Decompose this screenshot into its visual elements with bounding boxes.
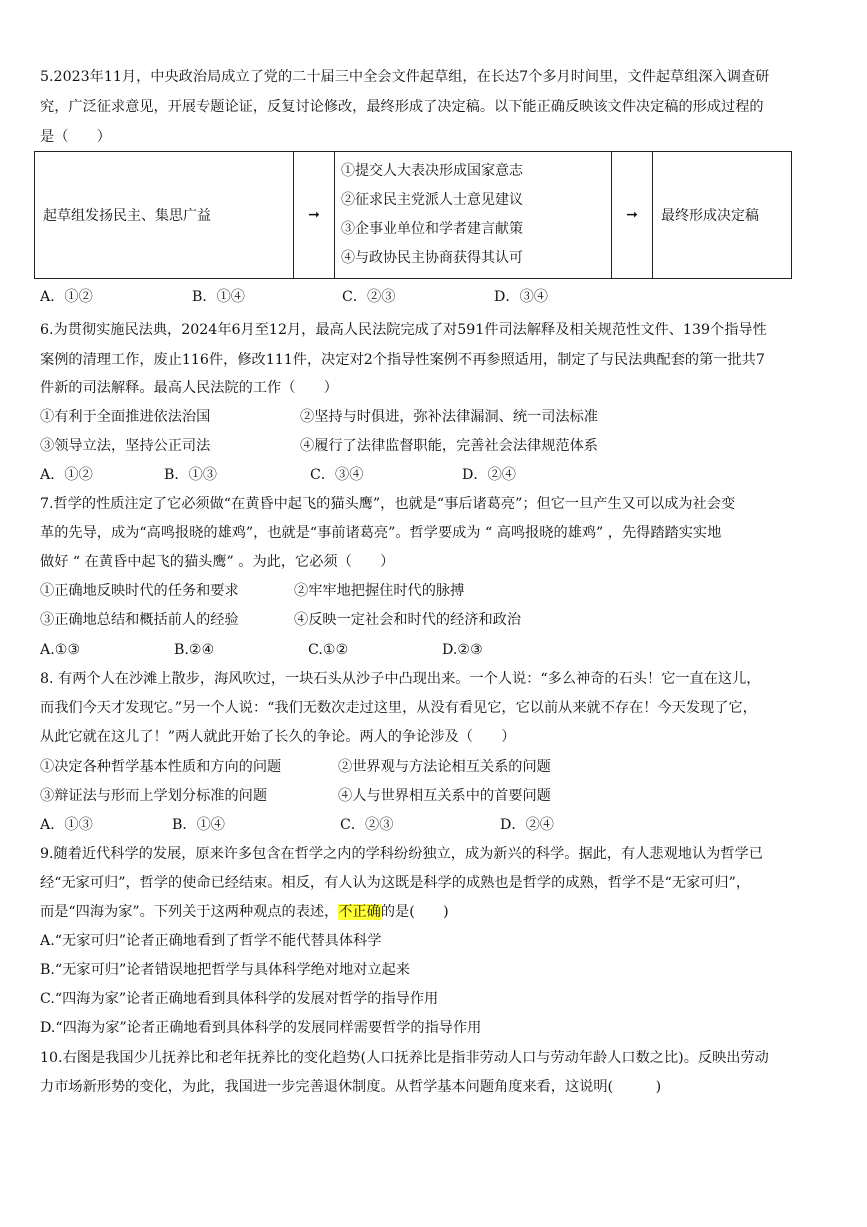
option-c: C．③④ [310,467,364,483]
option-a: A．①② [40,289,93,305]
statement: ②世界观与方法论相互关系的问题 [338,759,551,775]
option-b: B.②④ [174,642,215,658]
flow-item: ①提交人大表决形成国家意志 [341,163,523,179]
option-b: B．①③ [164,467,217,483]
option-a: A．①② [40,467,93,483]
statement: ④反映一定社会和时代的经济和政治 [294,612,522,628]
statement: ①决定各种哲学基本性质和方向的问题 [40,759,282,775]
flow-item: ③企事业单位和学者建言献策 [341,221,523,237]
option-a: A．①③ [40,817,93,833]
q9-line-2: 经“无家可归”，哲学的使命已经结束。相反，有人认为这既是科学的成熟也是哲学的成熟，哲学不是“无家可归”， [40,875,751,891]
flow-arrow-icon: ➞ [612,152,653,279]
statement: ①正确地反映时代的任务和要求 [40,583,239,599]
q9-line-3-before: 而是“四海为家”。下列关于这两种观点的表述， [40,904,339,920]
q10-line-2: 力市场新形势的变化，为此，我国进一步完善退休制度。从哲学基本问题角度来看，这说明( ) [40,1079,662,1095]
q5-flow-table [34,151,792,279]
statement: ②坚持与时俱进，弥补法律漏洞、统一司法标准 [300,409,598,425]
q7-line-3: 做好 “ 在黄昏中起飞的猫头鹰” 。为此，它必须（ ） [40,554,395,570]
q9-line-3-after: 的是( ) [380,904,449,920]
flow-item: ④与政协民主协商获得其认可 [341,250,523,266]
option-a: A.①③ [40,642,81,658]
q7-line-2: 革的先导，成为“高鸣报晓的雄鸡”，也就是“事前诸葛亮”。哲学要成为 “ 高鸣报晓的雄鸡” ，先得踏踏实实地 [40,525,722,541]
flow-start-cell: 起草组发扬民主、集思广益 [35,152,294,279]
option-c: C．②③ [340,817,394,833]
option-b: B．①④ [192,289,245,305]
q8-line-2: 而我们今天才发现它。”另一个人说：“我们无数次走过这里，从没有看见它，它以前从来就不存在！今天发现了它， [40,700,757,716]
q5-line-1: 5.2023年11月，中央政治局成立了党的二十届三中全会文件起草组，在长达7个多月时间里，文件起草组深入调查研 [40,69,770,85]
option-d: D.②③ [442,642,483,658]
statement: ③领导立法，坚持公正司法 [40,438,211,454]
q6-line-2: 案例的清理工作，废止116件，修改111件，决定对2个指导性案例不再参照适用，制定了与民法典配套的第一批共7 [40,352,765,368]
highlighted-text: 不正确 [338,904,381,920]
q5-line-3: 是（ ） [40,129,111,145]
q6-line-3: 件新的司法解释。最高人民法院的工作（ ） [40,380,338,396]
flow-arrow-icon: ➞ [294,152,335,279]
q9-choice-c: C.“四海为家”论者正确地看到具体科学的发展对哲学的指导作用 [40,991,439,1007]
option-d: D．③④ [494,289,548,305]
flow-end-cell: 最终形成决定稿 [653,152,792,279]
q8-line-1: 8. 有两个人在沙滩上散步，海风吹过，一块石头从沙子中凸现出来。一个人说：“多么神奇的石头！它一直在这儿， [40,671,761,687]
statement: ④履行了法律监督职能，完善社会法律规范体系 [300,438,598,454]
flow-items-cell [335,152,612,279]
statement: ①有利于全面推进依法治国 [40,409,211,425]
option-d: D．②④ [462,467,516,483]
q8-line-3: 从此它就在这儿了！”两人就此开始了长久的争论。两人的争论涉及（ ） [40,729,516,745]
statement: ③辩证法与形而上学划分标准的问题 [40,788,268,804]
statement: ③正确地总结和概括前人的经验 [40,612,239,628]
option-b: B．①④ [172,817,225,833]
q9-choice-d: D.“四海为家”论者正确地看到具体科学的发展同样需要哲学的指导作用 [40,1020,482,1036]
q9-line-3 [40,902,449,922]
q5-line-2: 究，广泛征求意见，开展专题论证，反复讨论修改，最终形成了决定稿。以下能正确反映该文件决定稿的形成过程的 [40,99,764,115]
q7-line-1: 7.哲学的性质注定了它必须做“在黄昏中起飞的猫头鹰”，也就是“事后诸葛亮”；但它一旦产生又可以成为社会变 [40,496,736,512]
statement: ②牢牢地把握住时代的脉搏 [294,583,465,599]
q10-line-1: 10.右图是我国少儿抚养比和老年抚养比的变化趋势(人口抚养比是指非劳动人口与劳动年龄人口数之比)。反映出劳动 [40,1050,769,1066]
option-d: D．②④ [500,817,554,833]
flow-item: ②征求民主党派人士意见建议 [341,192,523,208]
q9-choice-b: B.“无家可归”论者错误地把哲学与具体科学绝对地对立起来 [40,962,410,978]
option-c: C.①② [308,642,349,658]
q6-line-1: 6.为贯彻实施民法典，2024年6月至12月，最高人民法院完成了对591件司法解释及相关规范性文件、139个指导性 [40,322,767,338]
q9-line-1: 9.随着近代科学的发展，原来许多包含在哲学之内的学科纷纷独立，成为新兴的科学。据此，有人悲观地认为哲学已 [40,846,763,862]
q9-choice-a: A.“无家可归”论者正确地看到了哲学不能代替具体科学 [40,933,382,949]
statement: ④人与世界相互关系中的首要问题 [338,788,551,804]
option-c: C．②③ [342,289,396,305]
